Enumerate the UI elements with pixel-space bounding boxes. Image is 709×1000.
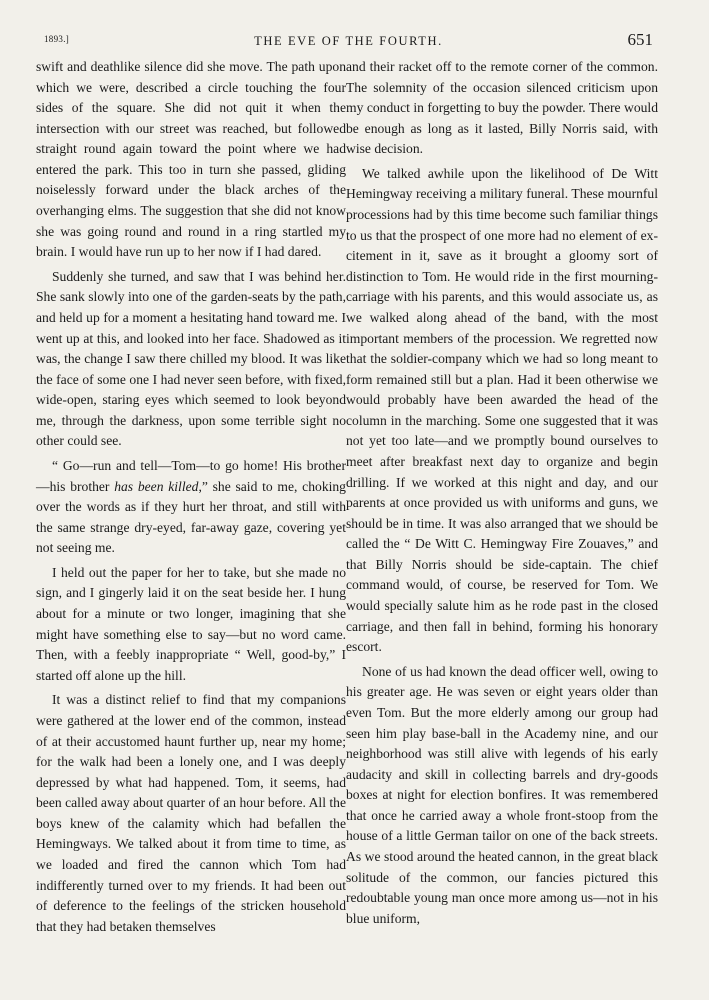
paragraph — [36, 267, 346, 452]
article-title: THE EVE OF THE FOURTH. — [254, 34, 443, 48]
text-segment: We talked awhile upon the likelihood of De Witt Hemingway receiving a military funeral. These mournful processions had by this time become such familiar things to us that the prospect of one more had no element of excitement in it, save as it brought a gloomy sort of distinction to Tom. He would ride in the first mourning-carriage with his parents, and this would associate us, as we walked along ahead of the band, with the most important members of the procession. We regretted now that the soldier-company which we had so long meant to form remained still but a plan. Had it been otherwise we would probably have been awarded the head of the column in the marching. Some one suggested that it was not yet too late—and we promptly bound ourselves to meet after breakfast next day to organize and begin drilling. If we worked at this night and day, and our parents at once provided us with uniforms and guns, we should be in time. It was also arranged that we should be called the “ De Witt C. Hemingway Fire Zouaves,” and that Billy Norris should be side-captain. The chief command would, of course, be reserved for Tom. We would specially salute him as he rode past in the closed carriage, and then fall in behind, forming his honorary escort. — [346, 165, 658, 655]
paragraph — [346, 662, 658, 930]
paragraph — [346, 164, 658, 658]
text-segment: None of us had known the dead officer well, owing to his greater age. He was seven or eight years older than even Tom. But the more elderly among our group had seen him play base-ball in the Academy nine, and our neighborhood was still alive with legends of his early audacity and skill in collecting barrels and dry-goods boxes at night for election bonfires. It was remembered that once he carried away a whole front-stoop from the house of a little German tailor on one of the back streets. As we stood around the heated cannon, in the great black solitude of the common, our fancies pictured this redoubtable young man once more among us—not in his blue uniform, — [346, 663, 658, 926]
issue-year: 1893.] — [44, 34, 70, 44]
text-segment: Suddenly she turned, and saw that I was behind her. She sank slowly into one of the garden-seats by the path, and held up for a moment a hesitating hand toward me. I went up at this, and looked into her face. Shadowed as it was, the change I saw there chilled my blood. It was like the face of some one I had never seen before, with fixed, wide-open, staring eyes which seemed to look beyond me, through the darkness, upon some terrible sight no other could see. — [36, 268, 346, 449]
text-segment: I held out the paper for her to take, but she made no sign, and I gingerly laid it on the seat beside her. I hung about for a minute or two longer, imagining that she might have something else to say—but no word came. Then, with a feebly inappropriate “ Well, good-by,” I started off alone up the hill. — [36, 564, 346, 683]
page-number: 651 — [627, 30, 653, 49]
paragraph — [346, 57, 658, 160]
paragraph — [36, 563, 346, 686]
text-segment: It was a distinct relief to find that my companions were gathered at the lower end of the common, instead of at their accustomed haunt further up, near my home; for the walk had been a lonely one, and I was deeply depressed by what had happened. Tom, it seems, had been called away about quarter of an hour before. All the boys knew of the calamity which had befallen the Hemingways. We talked about it from time to time, as we loaded and fired the cannon which Tom had indifferently turned over to my friends. It had been out of deference to the feelings of the stricken household that they had betaken themselves — [36, 692, 346, 934]
running-header — [44, 30, 653, 54]
text-segment: and their racket off to the remote corner of the common. The solemnity of the occasion silenced criticism upon my conduct in forgetting to buy the powder. There would be enough as long as it lasted, Billy Norris said, with wise decision. — [346, 59, 658, 157]
left-text-column — [36, 57, 346, 937]
paragraph — [36, 57, 346, 263]
right-text-column — [346, 57, 658, 929]
paragraph — [36, 456, 346, 559]
text-segment: ,” she said to me, choking over the words as if they hurt her throat, and still with the same strange dry-eyed, far-away gaze, covering yet not seeing me. — [36, 478, 346, 556]
text-segment: swift and deathlike silence did she move. The path upon which we were, described a circle touching the four sides of the square. She did not quit it when the intersection with our street was reached, but followed straight round again toward the point where we had entered the park. This too in turn she passed, gliding noiselessly forward under the black arches of the overhanging elms. The suggestion that she did not know she was going round and round in a ring startled my brain. I would have run up to her now if I had dared. — [36, 59, 346, 260]
italic-text: has been killed — [114, 478, 199, 494]
text-segment: “ Go—run and tell—Tom—to go home! His brother—his brother — [36, 457, 346, 494]
paragraph — [36, 690, 346, 937]
